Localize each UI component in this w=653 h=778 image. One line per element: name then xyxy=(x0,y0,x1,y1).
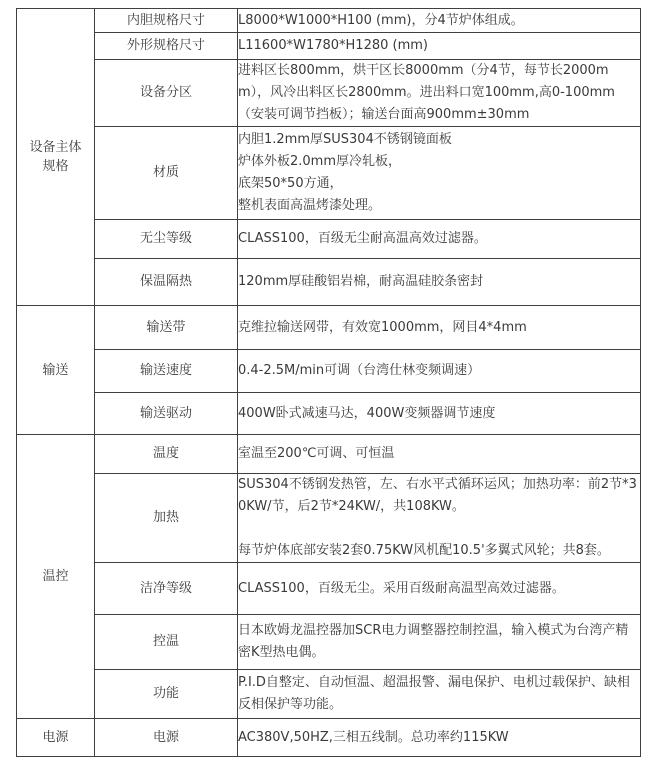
spec-value-inner-dimensions: L8000*W1000*H100 (mm)，分4节炉体组成。 xyxy=(238,9,641,33)
table-row xyxy=(17,350,641,393)
table-row xyxy=(17,393,641,435)
spec-value-conveyor-belt: 克维拉输送网带，有效宽1000mm，网目4*4mm xyxy=(238,306,641,350)
spec-label-conveyor-speed: 输送速度 xyxy=(95,350,238,393)
spec-value-heating xyxy=(238,474,641,563)
table-row xyxy=(17,435,641,474)
spec-label-inner-dimensions: 内胆规格尺寸 xyxy=(95,9,238,33)
table-row xyxy=(17,615,641,670)
table-row xyxy=(17,259,641,306)
spec-label-temp-regulation: 控温 xyxy=(95,615,238,670)
spec-value-conveyor-drive: 400W卧式减速马达，400W变频器调节速度 xyxy=(238,393,641,435)
material-line: 内胆1.2mm厚SUS304不锈钢镜面板 xyxy=(238,132,452,147)
table-row xyxy=(17,719,641,757)
spec-value-functions: P.I.D自整定、自动恒温、超温报警、漏电保护、电机过载保护、缺相反相保护等功能。 xyxy=(238,670,641,719)
table-row xyxy=(17,127,641,220)
table-row xyxy=(17,474,641,563)
table-row xyxy=(17,33,641,60)
spec-label-temperature: 温度 xyxy=(95,435,238,474)
spec-label-conveyor-drive: 输送驱动 xyxy=(95,393,238,435)
category-cell-conveying xyxy=(17,306,95,435)
spec-value-zones: 进料区长800mm，烘干区长8000mm（分4节，每节长2000mm），风冷出料区长2800mm。进出料口宽100mm,高0-100mm（安装可调节挡板）；输送台面高900mm±30mm xyxy=(238,60,641,127)
spec-label-power: 电源 xyxy=(95,719,238,757)
spec-table xyxy=(16,8,641,757)
category-label: 输送 xyxy=(42,362,69,378)
category-label: 设备主体规格 xyxy=(29,140,82,174)
material-line: 底架50*50方通， xyxy=(238,176,343,191)
spec-label-heating: 加热 xyxy=(95,474,238,563)
material-line: 炉体外板2.0mm厚冷轧板， xyxy=(238,154,402,169)
spec-value-temp-regulation: 日本欧姆龙温控器加SCR电力调整器控制控温，输入模式为台湾产精密K型热电偶。 xyxy=(238,615,641,670)
heating-paragraph: 每节炉体底部安装2套0.75KW风机配10.5'多翼式风轮；共8套。 xyxy=(238,543,610,558)
spec-value-outer-dimensions: L11600*W1780*H1280 (mm) xyxy=(238,33,641,60)
spec-value-temperature: 室温至200℃可调、可恒温 xyxy=(238,435,641,474)
table-row xyxy=(17,306,641,350)
spec-label-clean-class: 洁净等级 xyxy=(95,563,238,615)
heating-paragraph: SUS304不锈钢发热管，左、右水平式循环运风；加热功率：前2节*30KW/节，后2节*24KW/，共108KW。 xyxy=(238,477,637,514)
spec-value-insulation: 120mm厚硅酸铝岩棉，耐高温硅胶条密封 xyxy=(238,259,641,306)
spec-value-clean-class: CLASS100，百级无尘。采用百级耐高温型高效过滤器。 xyxy=(238,563,641,615)
spec-label-dust-free-class: 无尘等级 xyxy=(95,220,238,259)
spec-label-conveyor-belt: 输送带 xyxy=(95,306,238,350)
category-label: 温控 xyxy=(42,569,69,584)
table-row xyxy=(17,670,641,719)
category-cell-temperature-control xyxy=(17,435,95,719)
category-cell-power xyxy=(17,719,95,757)
spec-value-conveyor-speed: 0.4-2.5M/min可调（台湾仕林变频调速） xyxy=(238,350,641,393)
spec-value-power: AC380V,50HZ,三相五线制。总功率约115KW xyxy=(238,719,641,757)
material-line: 整机表面高温烤漆处理。 xyxy=(238,198,382,213)
table-row xyxy=(17,563,641,615)
table-row xyxy=(17,220,641,259)
category-cell-equipment-body xyxy=(17,9,95,306)
spec-label-material: 材质 xyxy=(95,127,238,220)
spec-value-material xyxy=(238,127,641,220)
table-row xyxy=(17,60,641,127)
table-row xyxy=(17,9,641,33)
spec-label-insulation: 保温隔热 xyxy=(95,259,238,306)
category-label: 电源 xyxy=(42,730,69,745)
spec-label-zones: 设备分区 xyxy=(95,60,238,127)
spec-label-functions: 功能 xyxy=(95,670,238,719)
spec-label-outer-dimensions: 外形规格尺寸 xyxy=(95,33,238,60)
spec-value-dust-free-class: CLASS100，百级无尘耐高温高效过滤器。 xyxy=(238,220,641,259)
